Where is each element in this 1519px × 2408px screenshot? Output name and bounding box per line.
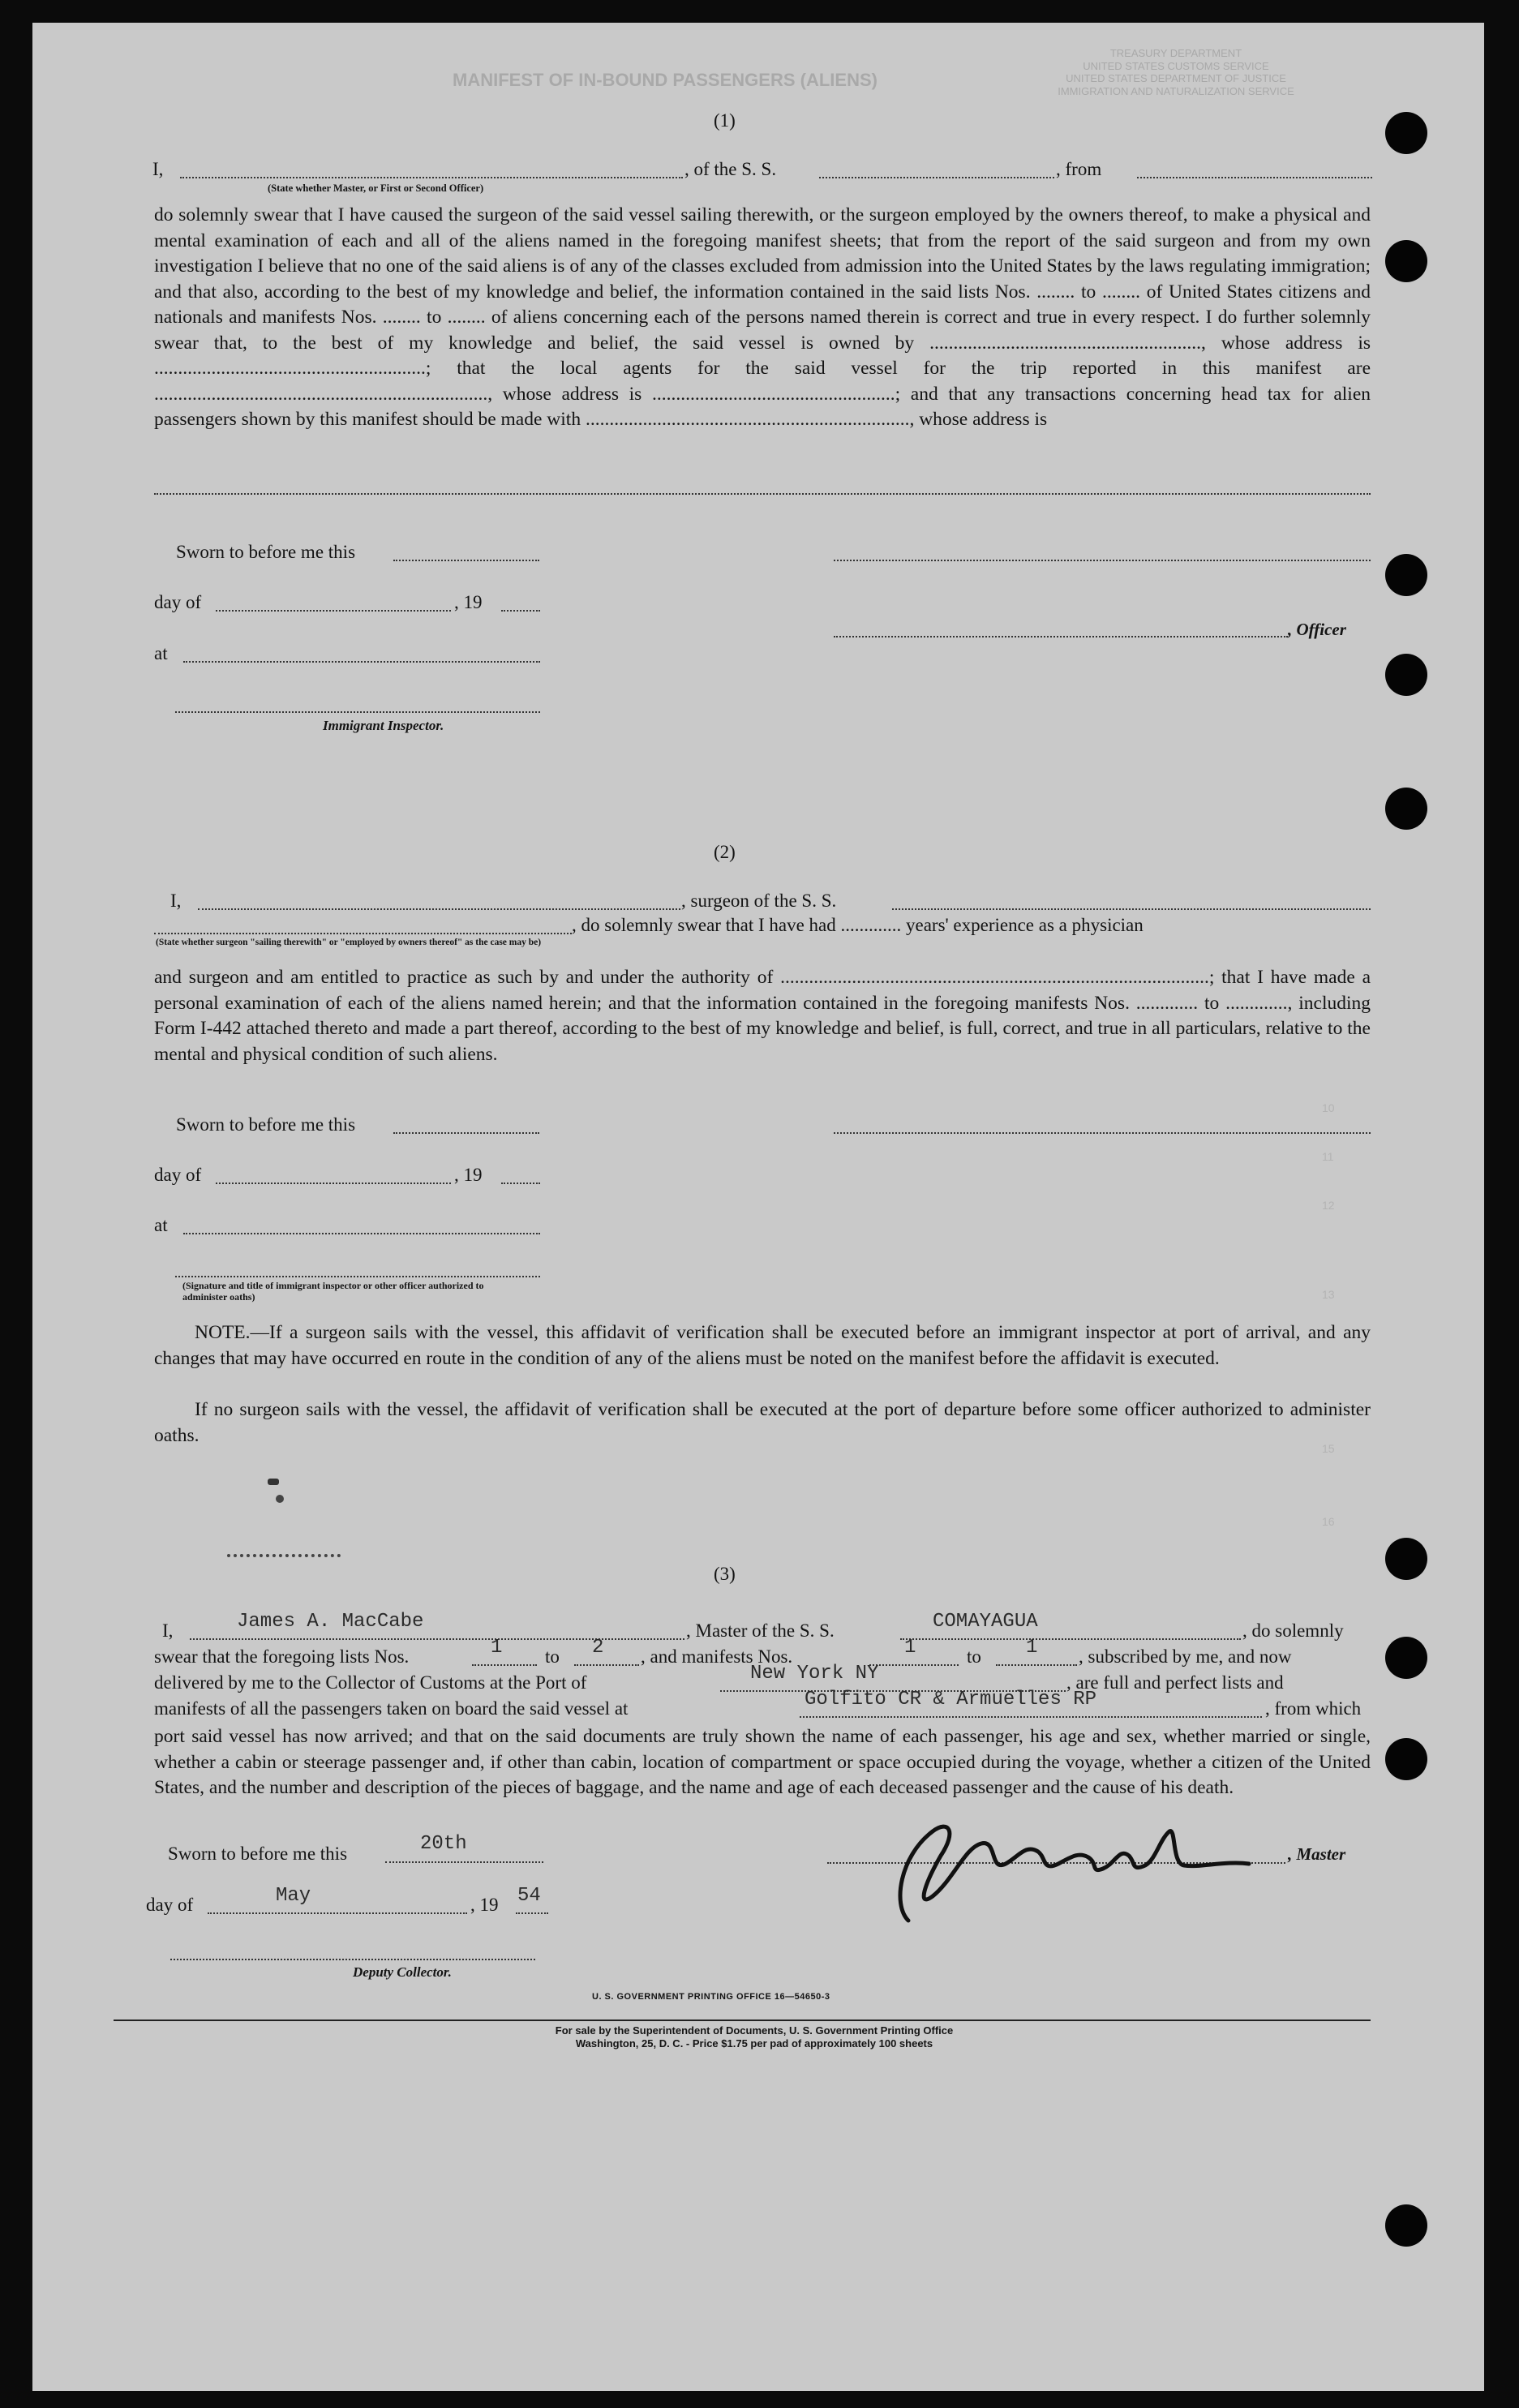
boarded-port-value: Golfito CR & Armuelles RP bbox=[805, 1689, 1097, 1710]
master-name-value: James A. MacCabe bbox=[237, 1611, 424, 1633]
ship-name-value: COMAYAGUA bbox=[933, 1611, 1038, 1633]
sale-note-line2: Washington, 25, D. C. - Price $1.75 per pad of approximately 100 sheets bbox=[575, 2037, 933, 2050]
s3-sworn: Sworn to before me this bbox=[168, 1844, 348, 1864]
s3-line4-a: manifests of all the passengers taken on board the said vessel at bbox=[154, 1698, 629, 1719]
s3-line4-b: , from which bbox=[1265, 1698, 1362, 1719]
sworn-day-value: 20th bbox=[420, 1833, 467, 1855]
document-sheet: MANIFEST OF IN-BOUND PASSENGERS (ALIENS) TREASURY DEPARTMENT UNITED STATES CUSTOMS SERVICE UNITED STATES DEPARTMENT OF JUSTICE IMMIGRATION AND NATURALIZATION SERVICE 10 11 12 13 15 16 (1) I, , of the S. S. , from (State whether Master, or First or Second Officer) do solemnly swear that I have caused the surgeon of the said vessel sailing therewith, or the surgeon employed by the owners thereof, to make a physical and mental examination of each and all of the aliens named in the foregoing manifest sheets; that from the report of the said surgeon and from my own investigation I believe that no one of the said aliens is of any of the classes excluded from admission into the United States by the laws regulating immigration; and that also, according to the best of my knowledge and belief, the information contained in the said lists Nos. ........ to ........ of United States citizens and nationals and manifests Nos. ........ to ........ of aliens concerning each of the persons named therein is correct and true in every respect. I do further solemnly swear that, to the best of my knowledge and belief, the said vessel is owned by ........................................................., whose address is .........................................................; that the local agents for the said vessel for the trip reported in this manifest are ......................................................................, whose address is ...................................................; and that any transactions concerning head tax for alien passengers shown by this manifest should be made with ...................................................................., whose address is Sworn to before me this day of , 19 , Officer at Immigrant Inspector. (2) I, , surgeon of the S. S. , do solemnly swear that I have had ............. years' experience as a physician (State whether surgeon "sailing therewith" or "employed by owners thereof" as the case may be) and surgeon and am entitled to practice as such by and under the authority of ..........................................................................................; that I have made a personal examination of each of the aliens named herein; and that the information contained in the foregoing manifests Nos. ............. to ............., including Form I-442 attached thereto and made a part thereof, according to the best of my knowledge and belief, is full, correct, and true in all particulars, relative to the mental and physical condition of such aliens. Sworn to before me this day of , 19 at (Signature and title of immigrant inspector or other officer authorized to administer oaths) NOTE.—If a surgeon sails with the vessel, this affidavit of verification shall be executed before an immigrant inspector at port of arrival, and any changes that may have occurred en route in the condition of any of the aliens must be noted on the manifest before the affidavit is executed. If no surgeon sails with the vessel, the affidavit of verification shall be executed at the port of departure before some officer authorized to administer oaths. (3) I, James A. MacCabe , Master of the S. S. COMAYAGUA , do solemnly swear that the foregoing lists Nos. 1 to 2 , and manifests Nos. 1 to 1 , subscribed by me, and now delivered by me to the Collector of Customs at the Port of New York NY , are full and perfect lists and manifests of all the passengers taken on board the said vessel at Golfito CR & Armuelles RP , from which port said vessel has now arrived; and that on the said documents are truly shown the name of each passenger, his age and sex, whether married or single, whether a cabin or steerage passenger and, if other than cabin, location of compartment or space occupied during the voyage, whether a citizen of the United States, and the number and description of the pieces of baggage, and the name and age of each deceased passenger and the cause of his death. Sworn to before me this 20th day of May , 19 54 , Master Deputy Collector. U. S. GOVERNMENT PRINTING OFFICE 16—54650-3 For sale by the Superintendent of Documents, U. S. Government Printing Office Washington, 25, D. C. - Price $1.75 per pad of approximately 100 sheets bbox=[32, 23, 1484, 2391]
year-value: 54 bbox=[517, 1885, 541, 1907]
section3-number: (3) bbox=[714, 1564, 736, 1584]
s2-year: , 19 bbox=[454, 1165, 483, 1185]
punch-hole bbox=[1385, 1738, 1427, 1780]
punch-hole bbox=[1385, 2204, 1427, 2247]
section1-number: (1) bbox=[714, 110, 736, 131]
s1-officer: , Officer bbox=[1288, 620, 1346, 639]
s1-inspector: Immigrant Inspector. bbox=[323, 718, 444, 733]
s3-to2: to bbox=[967, 1646, 981, 1667]
month-value: May bbox=[276, 1885, 311, 1907]
port-value: New York NY bbox=[750, 1663, 879, 1685]
s2-sig-caption: (Signature and title of immigrant inspector or other officer authorized to administer oaths) bbox=[182, 1280, 484, 1303]
section2-number: (2) bbox=[714, 842, 736, 862]
gpo-line: U. S. GOVERNMENT PRINTING OFFICE 16—54650-3 bbox=[592, 1992, 830, 2002]
s2-surgeon-of: , surgeon of the S. S. bbox=[681, 891, 837, 911]
punch-hole bbox=[1385, 1538, 1427, 1580]
punch-hole bbox=[1385, 554, 1427, 596]
s2-day-of: day of bbox=[154, 1165, 202, 1185]
s1-sworn: Sworn to before me this bbox=[176, 542, 356, 562]
s1-i-label: I, bbox=[152, 159, 164, 179]
s3-i-label: I, bbox=[162, 1620, 174, 1641]
punch-hole bbox=[1385, 654, 1427, 696]
list-from-value: 1 bbox=[491, 1637, 503, 1659]
punch-hole bbox=[1385, 1637, 1427, 1679]
s3-line3-a: delivered by me to the Collector of Customs at the Port of bbox=[154, 1672, 587, 1693]
s2-note2: If no surgeon sails with the vessel, the affidavit of verification shall be executed at the port of departure before some officer authorized to administer oaths. bbox=[154, 1399, 1371, 1446]
s3-master: , Master bbox=[1288, 1844, 1346, 1864]
ghost-header-agency: TREASURY DEPARTMENT UNITED STATES CUSTOMS SERVICE UNITED STATES DEPARTMENT OF JUSTICE IMMIGRATION AND NATURALIZATION SERVICE bbox=[1058, 47, 1294, 97]
punch-hole bbox=[1385, 240, 1427, 282]
s3-line3-b: , are full and perfect lists and bbox=[1066, 1672, 1284, 1693]
s2-note1: NOTE.—If a surgeon sails with the vessel, this affidavit of verification shall be executed before an immigrant inspector at port of arrival, and any changes that may have occurred en route in the condition of any of the aliens must be noted on the manifest before the affidavit is executed. bbox=[154, 1322, 1371, 1369]
s2-sworn: Sworn to before me this bbox=[176, 1114, 356, 1135]
s3-master-of: , Master of the S. S. bbox=[686, 1620, 835, 1641]
manifest-to-value: 1 bbox=[1026, 1637, 1038, 1659]
sale-note-line1: For sale by the Superintendent of Documents, U. S. Government Printing Office bbox=[555, 2024, 954, 2037]
s3-line2-a: swear that the foregoing lists Nos. bbox=[154, 1646, 410, 1667]
s1-of-ss: , of the S. S. bbox=[684, 159, 777, 179]
master-signature bbox=[876, 1807, 1281, 1929]
s3-day-of: day of bbox=[146, 1895, 194, 1915]
s2-at: at bbox=[154, 1215, 168, 1235]
s3-to1: to bbox=[545, 1646, 560, 1667]
punch-hole bbox=[1385, 112, 1427, 154]
ghost-header-title: MANIFEST OF IN-BOUND PASSENGERS (ALIENS) bbox=[453, 70, 878, 90]
s3-paragraph: port said vessel has now arrived; and that on the said documents are truly shown the name of each passenger, his age and sex, whether married or single, whether a cabin or steerage passenger and, if other than cabin, location of compartment or space occupied during the voyage, whether a citizen of the United States, and the number and description of the pieces of baggage, and the name and age of each deceased passenger and the cause of his death. bbox=[154, 1726, 1371, 1798]
s1-day-of: day of bbox=[154, 592, 202, 612]
punch-hole bbox=[1385, 788, 1427, 830]
s3-year-prefix: , 19 bbox=[470, 1895, 499, 1915]
sale-note bbox=[357, 2024, 1152, 2050]
s1-year: , 19 bbox=[454, 592, 483, 612]
s1-at: at bbox=[154, 643, 168, 663]
s3-do-solemnly: , do solemnly bbox=[1242, 1620, 1344, 1641]
s1-from: , from bbox=[1056, 159, 1102, 179]
s2-paragraph: and surgeon and am entitled to practice as such by and under the authority of ..........................................................................................; that I have made a personal examination of each of the aliens named herein; and that the information contained in the foregoing manifests Nos. ............. to ............., including Form I-442 attached thereto and made a part thereof, according to the best of my knowledge and belief, is full, correct, and true in all particulars, relative to the mental and physical condition of such aliens. bbox=[154, 967, 1371, 1065]
s3-deputy: Deputy Collector. bbox=[353, 1964, 452, 1980]
s1-caption: (State whether Master, or First or Second Officer) bbox=[268, 182, 484, 194]
s2-i-label: I, bbox=[170, 891, 182, 911]
list-to-value: 2 bbox=[592, 1637, 604, 1659]
s1-paragraph: do solemnly swear that I have caused the surgeon of the said vessel sailing therewith, or the surgeon employed by the owners thereof, to make a physical and mental examination of each and all of the aliens named in the foregoing manifest sheets; that from the report of the said surgeon and from my own investigation I believe that no one of the said aliens is of any of the classes excluded from admission into the United States by the laws regulating immigration; and that also, according to the best of my knowledge and belief, the information contained in the said lists Nos. ........ to ........ of United States citizens and nationals and manifests Nos. ........ to ........ of aliens concerning each of the persons named therein is correct and true in every respect. I do further solemnly swear that, to the best of my knowledge and belief, the said vessel is owned by ........................................................., whose address is .........................................................; that the local agents for the said vessel for the trip reported in this manifest are ......................................................................, whose address is ...................................................; and that any transactions concerning head tax for alien passengers shown by this manifest should be made with ...................................................................., whose address is bbox=[154, 204, 1371, 430]
s2-swear-line: , do solemnly swear that I have had ............. years' experience as a physician bbox=[572, 915, 1144, 935]
s2-caption: (State whether surgeon "sailing therewith" or "employed by owners thereof" as the case may be) bbox=[156, 938, 542, 947]
manifest-from-value: 1 bbox=[904, 1637, 916, 1659]
s3-manifests: , and manifests Nos. bbox=[641, 1646, 793, 1667]
s3-subscribed: , subscribed by me, and now bbox=[1079, 1646, 1292, 1667]
